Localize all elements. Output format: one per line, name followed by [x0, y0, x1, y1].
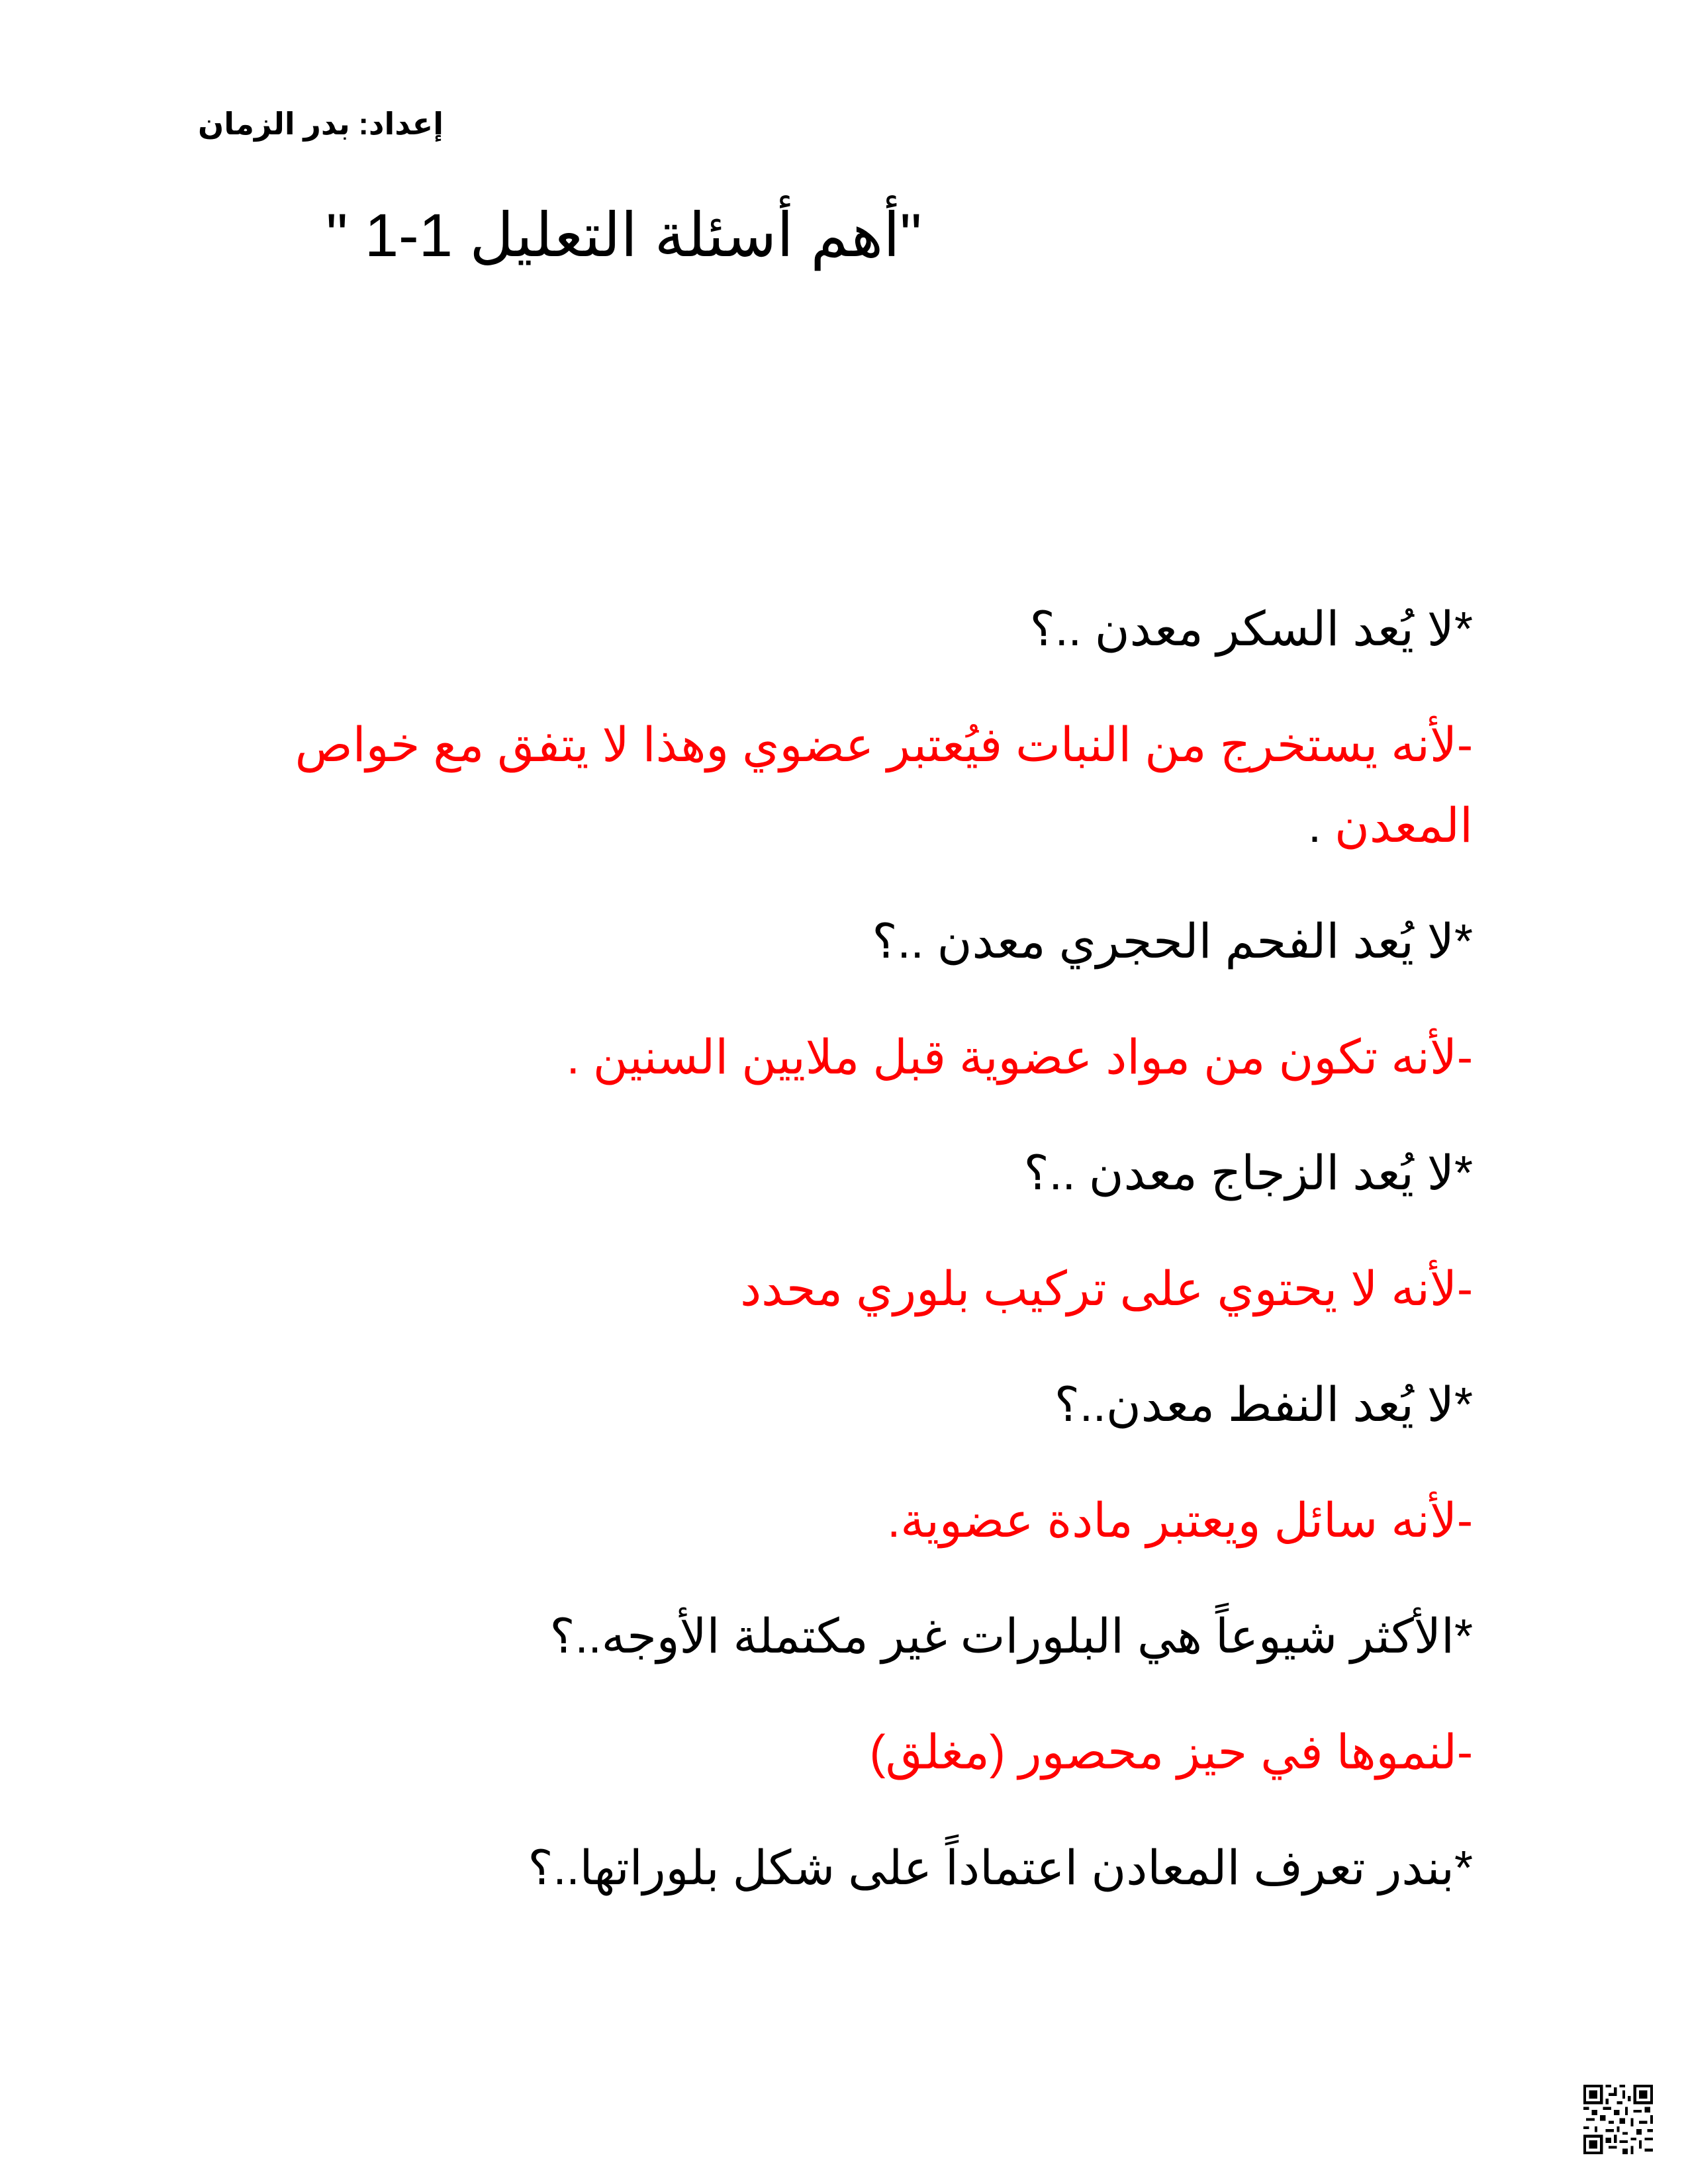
- author-label: إعداد: بدر الزمان: [197, 107, 444, 141]
- question-4: *لا يُعد النفط معدن..؟: [1054, 1379, 1473, 1432]
- answer-1: [202, 705, 1473, 866]
- question-3: *لا يُعد الزجاج معدن ..؟: [1023, 1147, 1473, 1200]
- answer-1-tail: .: [1308, 799, 1335, 852]
- question-5: *الأكثر شيوعاً هي البلورات غير مكتملة الأوجه..؟: [549, 1610, 1473, 1663]
- question-1: *لا يُعد السكر معدن ..؟: [1029, 603, 1473, 656]
- answer-5: -لنموها في حيز محصور (مغلق): [869, 1726, 1473, 1779]
- qa-list: [202, 589, 1473, 1944]
- question-2: *لا يُعد الفحم الحجري معدن ..؟: [872, 915, 1473, 968]
- answer-3: -لأنه لا يحتوي على تركيب بلوري محدد: [740, 1263, 1473, 1316]
- page-title: "أهم أسئلة التعليل 1-1 ": [326, 202, 922, 269]
- answer-1-text: -لأنه يستخرج من النبات فيُعتبر عضوي وهذا لا يتفق مع خواص المعدن: [295, 719, 1473, 852]
- answer-2: -لأنه تكون من مواد عضوية قبل ملايين السنين .: [566, 1031, 1473, 1084]
- question-6: *بندر تعرف المعادن اعتماداً على شكل بلوراتها..؟: [528, 1842, 1473, 1895]
- answer-4: -لأنه سائل ويعتبر مادة عضوية.: [887, 1494, 1473, 1547]
- qr-code-icon: [1583, 2085, 1653, 2154]
